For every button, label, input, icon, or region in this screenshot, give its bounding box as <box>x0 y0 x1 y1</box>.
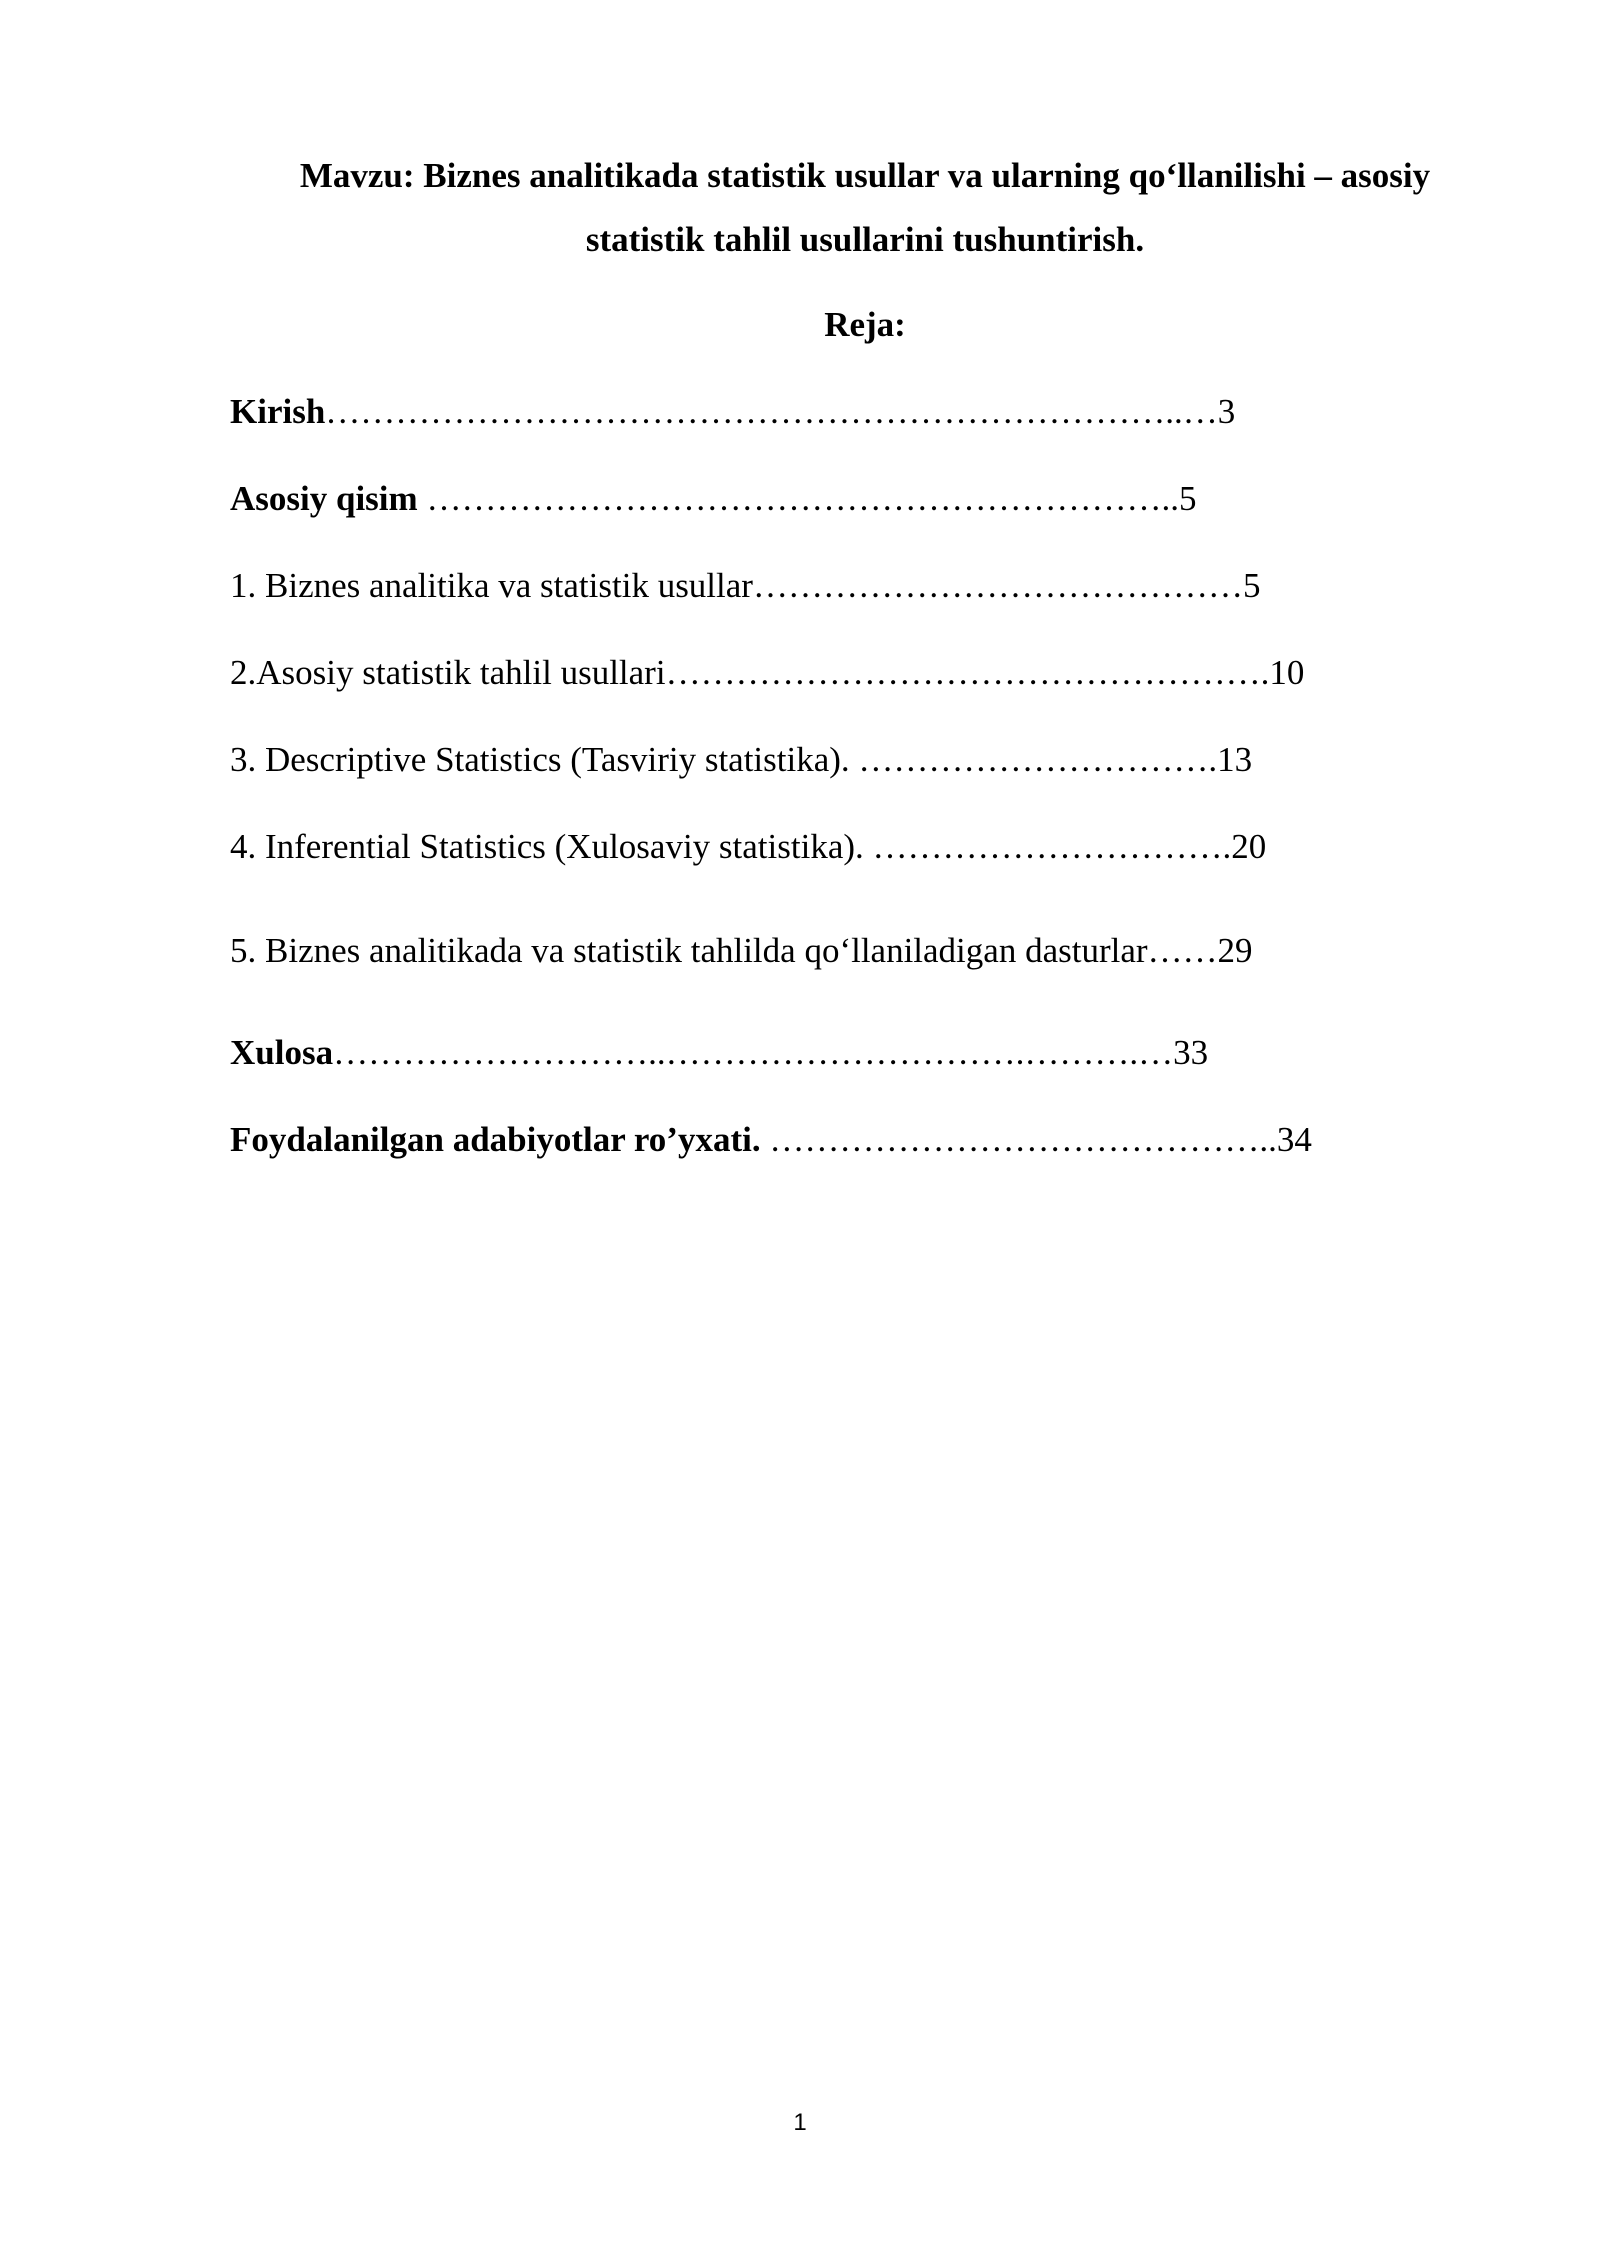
toc-entry-page: 3 <box>1217 392 1236 431</box>
toc-entry-label: 1. Biznes analitika va statistik usullar <box>230 566 753 605</box>
toc-entry-page: 5 <box>1178 479 1197 518</box>
toc-entry-leader: …………………………. <box>849 740 1218 779</box>
toc-entry-label: 5. Biznes analitikada va statistik tahlilda qo‘llaniladigan dasturlar <box>230 931 1148 970</box>
toc-entry-leader: ……………………………………………. <box>665 653 1270 692</box>
toc-entry-leader: …………………………………….. <box>760 1120 1277 1159</box>
toc-entry-leader: …………………………………… <box>752 566 1243 605</box>
page-number: 1 <box>793 2109 807 2136</box>
toc-entry-leader: ……………………………………………………….. <box>417 479 1179 518</box>
toc-entry-5 <box>230 933 1253 968</box>
toc-entry-page: 5 <box>1242 566 1261 605</box>
toc-entry-page: 33 <box>1173 1033 1209 1072</box>
toc-entry-kirish <box>230 394 1235 429</box>
toc-entry-label: Kirish <box>230 392 326 431</box>
toc-entry-page: 10 <box>1269 653 1305 692</box>
toc-entry-xulosa <box>230 1035 1208 1070</box>
toc-entry-leader: …………………………. <box>863 827 1232 866</box>
toc-entry-4 <box>230 829 1266 864</box>
toc-entry-label: Asosiy qisim <box>230 479 418 518</box>
toc-entry-1 <box>230 568 1260 603</box>
toc-entry-leader: ………………………..………………………….……….… <box>333 1033 1174 1072</box>
toc-entry-asosiy-qisim <box>230 481 1196 516</box>
toc-entry-2 <box>230 655 1304 690</box>
toc-entry-label: 2.Asosiy statistik tahlil usullari <box>230 653 666 692</box>
toc-entry-3 <box>230 742 1252 777</box>
toc-entry-label: Foydalanilgan adabiyotlar ro’yxati. <box>230 1120 761 1159</box>
toc-entry-leader: ………………………………………………………………..… <box>325 392 1218 431</box>
toc-entry-label: 4. Inferential Statistics (Xulosaviy statistika). <box>230 827 864 866</box>
document-title-line-1: Mavzu: Biznes analitikada statistik usullar va ularning qo‘llanilishi – asosiy <box>299 156 1431 195</box>
toc-entry-page: 13 <box>1217 740 1253 779</box>
toc-entry-page: 34 <box>1276 1120 1312 1159</box>
toc-entry-label: Xulosa <box>230 1033 334 1072</box>
toc-entry-label: 3. Descriptive Statistics (Tasviriy statistika). <box>230 740 850 779</box>
toc-entry-references <box>230 1122 1312 1157</box>
plan-heading: Reja: <box>824 305 906 344</box>
toc-entry-leader: …… <box>1147 931 1218 970</box>
toc-entry-page: 20 <box>1231 827 1267 866</box>
document-title-line-2: statistik tahlil usullarini tushuntirish. <box>585 220 1145 259</box>
toc-entry-page: 29 <box>1217 931 1253 970</box>
